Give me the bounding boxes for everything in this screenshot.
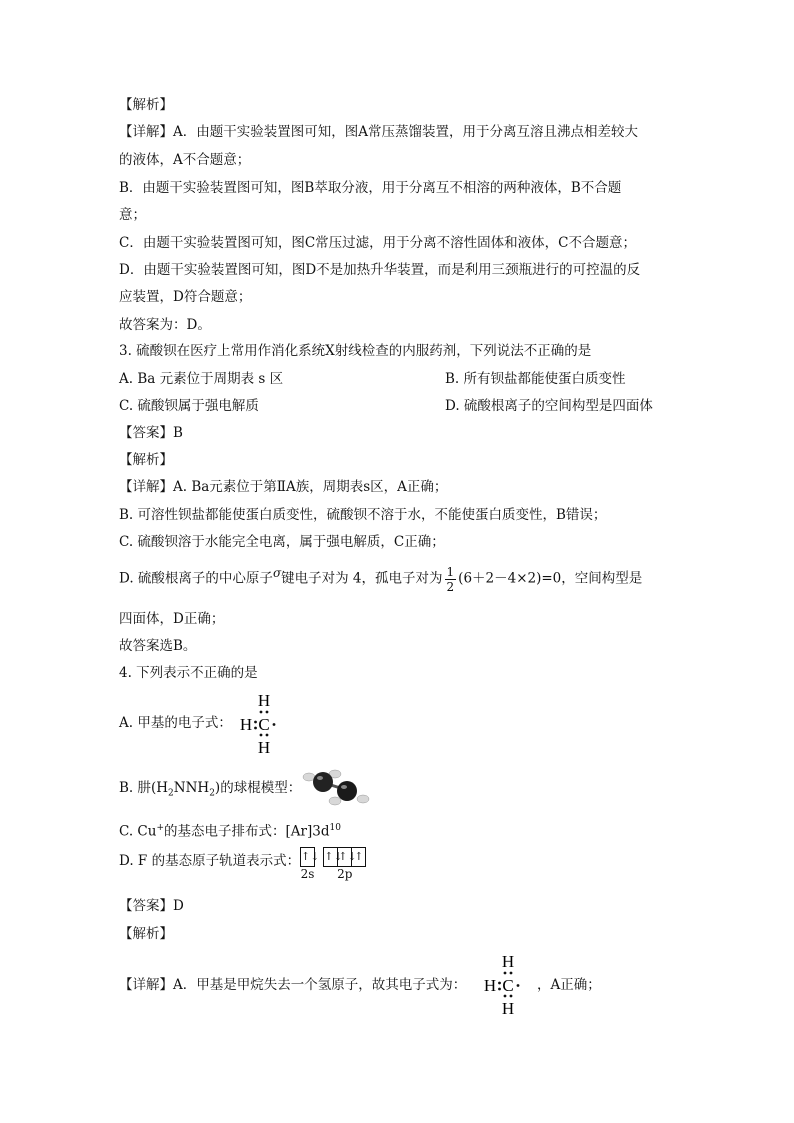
h-left: H bbox=[239, 715, 253, 734]
h-bottom: H bbox=[257, 738, 271, 756]
subscript: 2 bbox=[168, 788, 174, 799]
methyl-electron-formula bbox=[238, 690, 288, 756]
orbital-box: ↑↓ bbox=[323, 847, 338, 867]
option-label: A. 甲基的电子式： bbox=[119, 715, 232, 731]
analysis-heading: 【解析】 bbox=[119, 926, 173, 942]
superscript: 10 bbox=[329, 823, 341, 833]
text-segment: B. 肼(H bbox=[119, 780, 169, 796]
option-3b: B. 所有钡盐都能使蛋白质变性 bbox=[445, 371, 626, 387]
text-segment: D. 硫酸根离子的中心原子 bbox=[119, 570, 273, 587]
fraction-denominator: 2 bbox=[446, 579, 455, 594]
option-3a: A. Ba 元素位于周期表 s 区 bbox=[119, 371, 284, 387]
text-segment: 的基态电子排布式：[Ar]3d bbox=[164, 823, 330, 840]
c-atom: C bbox=[258, 715, 270, 734]
detail-line: 四面体，D正确； bbox=[119, 611, 225, 627]
text-segment: C. Cu bbox=[119, 823, 157, 840]
text-segment: =0，空间构型是 bbox=[541, 570, 643, 587]
superscript: + bbox=[156, 823, 165, 833]
analysis-heading: 【解析】 bbox=[119, 452, 173, 468]
sigma-symbol: σ bbox=[272, 566, 282, 580]
detail-line: C. 硫酸钡溶于水能完全电离，属于强电解质，C正确； bbox=[119, 534, 445, 550]
text-segment: 【详解】A．甲基是甲烷失去一个氢原子，故其电子式为： bbox=[119, 977, 467, 993]
answer-4: 【答案】D bbox=[119, 898, 184, 914]
option-4a bbox=[119, 713, 232, 733]
question-4: 4. 下列表示不正确的是 bbox=[119, 665, 258, 681]
question-3: 3. 硫酸钡在医疗上常用作消化系统X射线检查的内服药剂，下列说法不正确的是 bbox=[119, 343, 592, 359]
detail-line: 【详解】A. Ba元素位于第ⅡA族，周期表s区，A正确； bbox=[119, 479, 448, 495]
option-4d bbox=[119, 851, 300, 871]
detail-line: D．由题干实验装置图可知，图D不是加热升华装置，而是利用三颈瓶进行的可控温的反 bbox=[119, 262, 641, 278]
orbital-diagram bbox=[300, 847, 370, 881]
text-segment: ，A正确； bbox=[537, 977, 601, 993]
detail-line: 的液体，A不合题意； bbox=[119, 152, 251, 168]
orbital-box: ↑↓ bbox=[338, 847, 352, 867]
option-4b bbox=[119, 778, 301, 804]
hydrazine-ball-stick-model bbox=[297, 768, 377, 808]
fraction-numerator: 1 bbox=[446, 564, 455, 579]
orbital-box: ↑↓ bbox=[300, 847, 315, 867]
detail-line: 应装置，D符合题意； bbox=[119, 289, 252, 305]
h-bottom: H bbox=[501, 999, 515, 1017]
detail-line-methyl bbox=[119, 975, 466, 995]
orbital-label: 2p bbox=[337, 867, 353, 881]
answer-3: 【答案】B bbox=[119, 425, 183, 441]
subscript: 2 bbox=[209, 788, 215, 799]
orbital-label: 2s bbox=[300, 867, 315, 881]
h-top: H bbox=[257, 691, 271, 710]
analysis-heading: 【解析】 bbox=[119, 97, 173, 113]
text-segment: NNH bbox=[173, 780, 210, 796]
orbital-2s bbox=[300, 847, 320, 881]
orbital-box: ↑ bbox=[352, 847, 366, 867]
detail-line: 【详解】A．由题干实验装置图可知，图A常压蒸馏装置，用于分离互溶且沸点相差较大 bbox=[119, 124, 638, 140]
option-3d: D. 硫酸根离子的空间构型是四面体 bbox=[445, 398, 653, 414]
c-atom: C bbox=[502, 976, 514, 995]
formula-expression: (6＋2－4×2) bbox=[458, 570, 542, 587]
detail-line: 意； bbox=[119, 207, 146, 223]
fraction-one-half bbox=[445, 565, 457, 594]
option-4c bbox=[119, 818, 341, 842]
methyl-electron-formula-2 bbox=[482, 951, 532, 1017]
option-3c: C. 硫酸钡属于强电解质 bbox=[119, 398, 259, 414]
answer-line: 故答案为：D。 bbox=[119, 317, 211, 333]
h-left: H bbox=[483, 976, 497, 995]
detail-line: B．由题干实验装置图可知，图B萃取分液，用于分离互不相溶的两种液体，B不合题 bbox=[119, 180, 622, 196]
text-segment: 键电子对为 4，孤电子对为 bbox=[281, 570, 443, 587]
h-top: H bbox=[501, 952, 515, 971]
detail-line: B. 可溶性钡盐都能使蛋白质变性，硫酸钡不溶于水，不能使蛋白质变性，B错误； bbox=[119, 507, 607, 523]
detail-line-formula bbox=[119, 563, 642, 594]
detail-line: C．由题干实验装置图可知，图C常压过滤，用于分离不溶性固体和液体，C不合题意； bbox=[119, 235, 636, 251]
orbital-2p bbox=[323, 847, 366, 881]
text-segment: )的球棍模型： bbox=[214, 780, 302, 796]
answer-line: 故答案选B。 bbox=[119, 638, 197, 654]
option-label: D. F 的基态原子轨道表示式： bbox=[119, 853, 301, 869]
